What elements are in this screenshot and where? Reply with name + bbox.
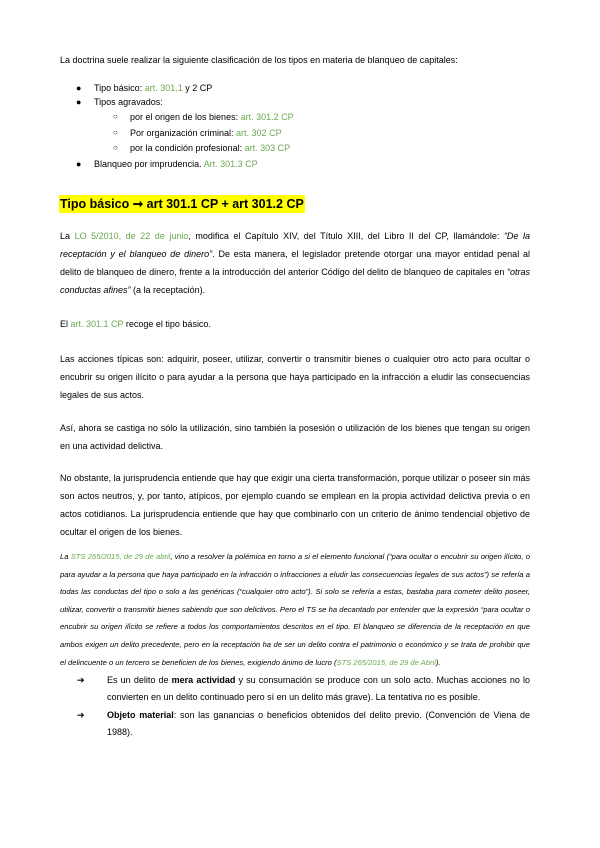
statute-link[interactable]: art. 302 CP bbox=[236, 128, 282, 138]
intro-paragraph: La doctrina suele realizar la siguiente clasificación de los tipos en materia de blanqueo de capitales: bbox=[60, 55, 458, 65]
list-item-label: por la condición profesional: bbox=[130, 143, 245, 153]
arrow-bullet-icon: ➔ bbox=[77, 710, 85, 720]
statute-link[interactable]: LO 5/2010, de 22 de junio bbox=[74, 231, 189, 241]
arrow-item-objeto-material bbox=[107, 707, 530, 741]
text-run: (a la receptación). bbox=[130, 285, 206, 295]
paragraph-posesion: Así, ahora se castiga no sólo la utilización, sino también la posesión o utilización de los bienes que tengan su origen en una actividad delictiva. bbox=[60, 423, 530, 451]
case-link[interactable]: STS 265/2015, de 29 de abril bbox=[70, 552, 171, 561]
bullet-circle-icon: ○ bbox=[113, 128, 118, 137]
arrow-item-mera-actividad bbox=[107, 672, 530, 706]
statute-link[interactable]: art. 301.1 bbox=[144, 83, 183, 93]
text-run: recoge el tipo básico. bbox=[123, 319, 211, 329]
list-item-profesional bbox=[130, 141, 290, 155]
bullet-dot-icon: ● bbox=[76, 83, 82, 93]
statute-link[interactable]: art. 301.2 CP bbox=[240, 112, 294, 122]
list-item-tail: y 2 CP bbox=[182, 83, 213, 93]
section-heading: Tipo básico ➞ art 301.1 CP + art 301.2 CP bbox=[60, 197, 304, 211]
list-item-label: Tipo básico: bbox=[94, 83, 145, 93]
text-run: Es un delito de bbox=[107, 675, 172, 685]
paragraph-jurisprudencia: No obstante, la jurisprudencia entiende que hay que exigir una cierta transformación, porque utilizar o poseer sin más son actos neutros, y, por tanto, atípicos, por ejemplo cuando se emplean en la propia actividad delictiva previa o en actos cotidianos. La jurisprudencia entiende que hay que combinarlo con un criterio de ánimo tendencial objetivo de ocultar el origen de los bienes. bbox=[60, 473, 530, 537]
list-item-agravados: Tipos agravados: bbox=[94, 97, 163, 107]
bold-term: mera actividad bbox=[171, 675, 236, 685]
case-link[interactable]: STS 265/2015, de 29 de Abril bbox=[336, 657, 436, 667]
list-item-label: por el origen de los bienes: bbox=[130, 112, 241, 122]
text-run: y su consumación se produce con un solo acto. Muchas acciones no lo convierten en un delito continuado pero sí en un delito más grave). La tentativa no es posible. bbox=[107, 675, 530, 702]
bold-term: Objeto material bbox=[107, 710, 174, 720]
statute-link[interactable]: art. 301.1 CP bbox=[70, 319, 124, 329]
list-item-origen bbox=[130, 110, 294, 124]
text-run: La bbox=[60, 231, 75, 241]
paragraph-lo-2010 bbox=[60, 227, 530, 299]
list-item-imprudencia bbox=[94, 157, 258, 171]
text-run: La bbox=[60, 552, 71, 561]
list-item-label: Por organización criminal: bbox=[130, 128, 237, 138]
bullet-dot-icon: ● bbox=[76, 97, 82, 107]
bullet-dot-icon: ● bbox=[76, 159, 82, 169]
quoted-title: “otras conductas afines” bbox=[60, 267, 530, 295]
statute-link[interactable]: art. 303 CP bbox=[244, 143, 291, 153]
text-run: ). bbox=[435, 657, 441, 667]
list-item-tipo-basico bbox=[94, 81, 212, 95]
bullet-circle-icon: ○ bbox=[113, 143, 118, 152]
text-run: El bbox=[60, 319, 71, 329]
arrow-bullet-icon: ➔ bbox=[77, 675, 85, 685]
quoted-title: “De la receptación y el blanqueo de dinero” bbox=[60, 231, 530, 259]
paragraph-art-301 bbox=[60, 315, 530, 333]
list-item-organizacion bbox=[130, 126, 282, 140]
list-item-label: Blanqueo por imprudencia. bbox=[94, 159, 204, 169]
text-run: . De esta manera, el legislador pretende otorgar una mayor entidad penal al delito de blanqueo de dinero, frente a la introducción del anterior Código del delito de blanqueo de capitales en bbox=[60, 249, 530, 277]
statute-link[interactable]: Art. 301.3 CP bbox=[203, 159, 258, 169]
text-run: , modifica el Capítulo XIV, del Título XIII, del Libro II del CP, llamándole: bbox=[188, 231, 504, 241]
text-run: , vino a resolver la polémica en torno a si el elemento funcional (“para ocultar o encubrir su origen ilícito, o para ayudar a la persona que haya participado en la infracción o infracciones a eludir las consecuencias legales de sus actos”) se refería a todas las conductas del tipo o solo a las genéricas (“cualquier otro acto”). Si solo se refería a estas, bastaba para cometer delito poseer, utilizar, convertir o transmitir bienes sabiendo que son delictivos. Pero el TS se ha decantado por entender que la expresión “para ocultar o encubrir su origen ilícito se refiere a todos los comportamientos descritos en el tipo. El blanqueo se diferencia de la receptación en que ambos exigen un delito precedente, pero en la receptación ha de ser un delito contra el patrimonio o económico y se trata de prohibir que el delincuente o un tercero se beneficien de los bienes, exigiendo ánimo de lucro ( bbox=[60, 552, 530, 667]
paragraph-acciones-tipicas: Las acciones típicas son: adquirir, poseer, utilizar, convertir o transmitir bienes o cualquier otro acto para ocultar o encubrir su origen ilícito o para ayudar a la persona que haya participado en la infracción a eludir las consecuencias legales de sus actos. bbox=[60, 354, 530, 400]
text-run: : son las ganancias o beneficios obtenidos del delito previo. (Convención de Viena de 1988). bbox=[107, 710, 530, 737]
bullet-circle-icon: ○ bbox=[113, 112, 118, 121]
jurisprudence-quote bbox=[60, 548, 530, 671]
